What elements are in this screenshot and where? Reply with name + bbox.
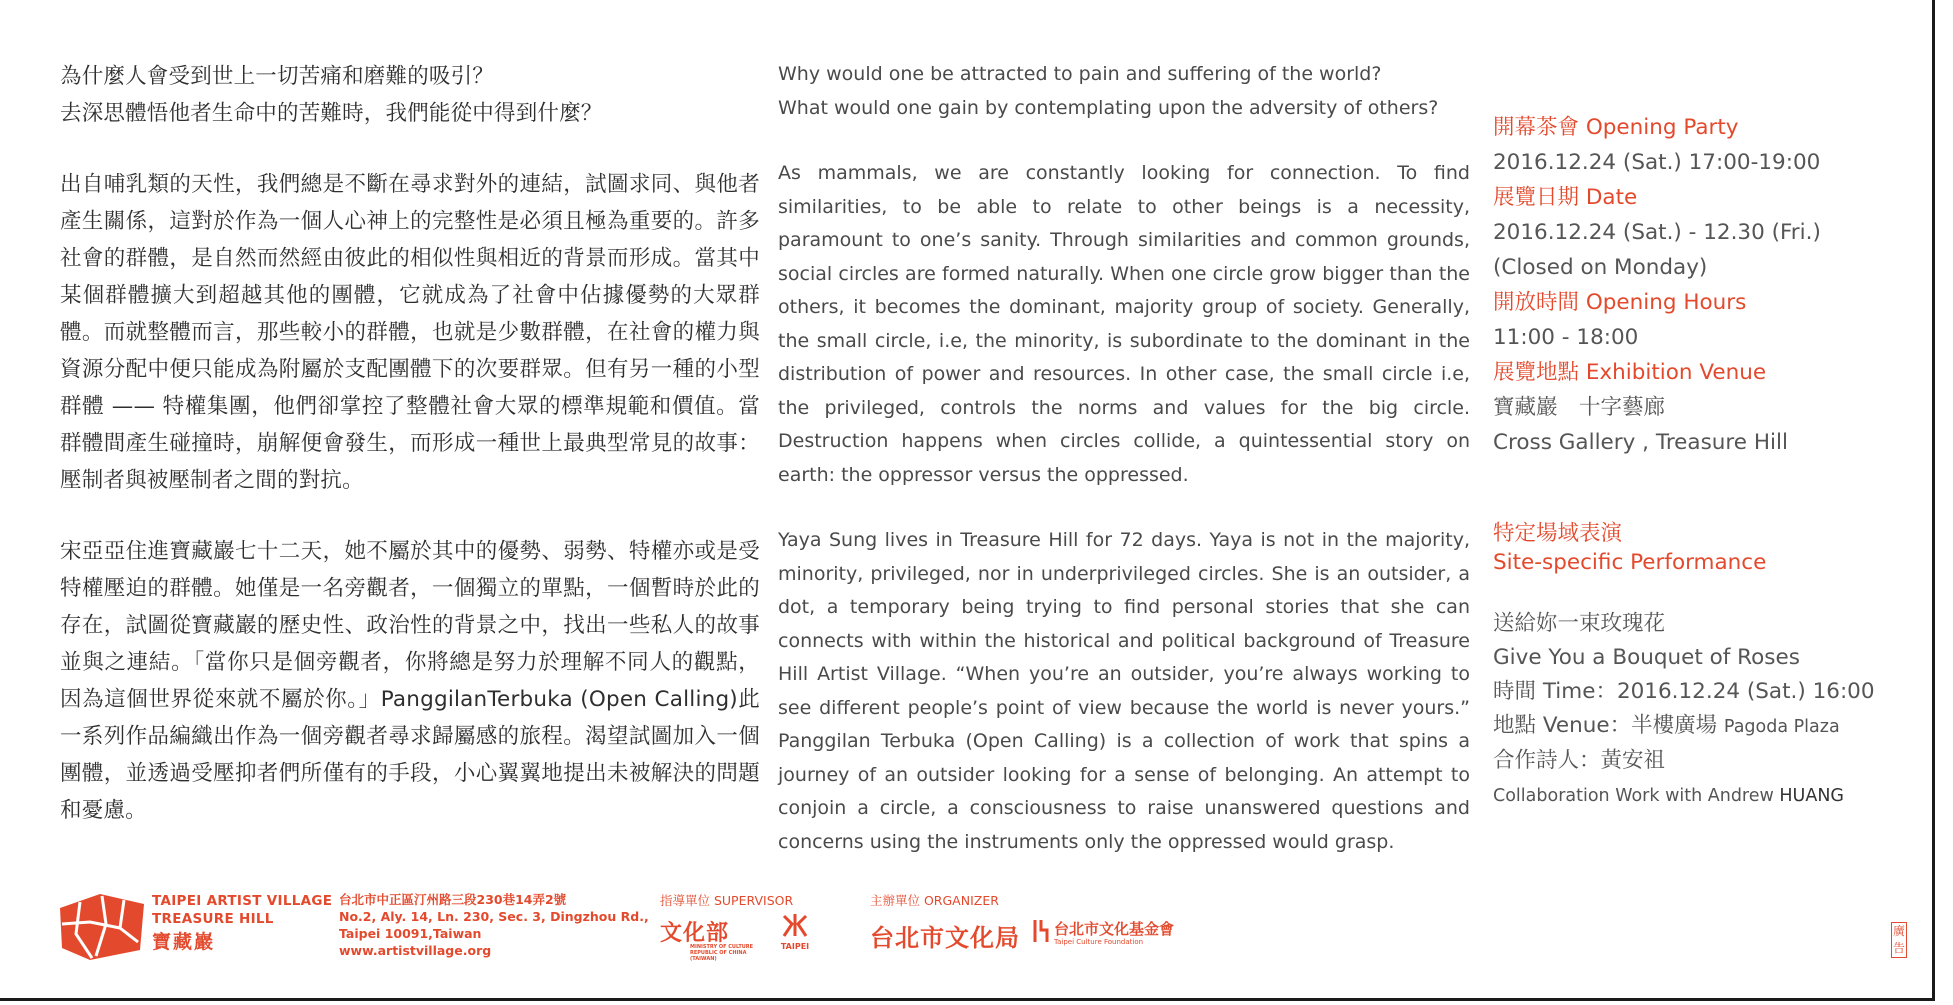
performance-name-zh: 送給妳一束玫瑰花 [1493, 611, 1666, 636]
poet-credit: 合作詩人：黃安祖 [1493, 748, 1666, 773]
chinese-text-column [60, 58, 760, 829]
performance-title-zh: 特定場域表演 [1493, 521, 1623, 546]
event-info-column [1493, 110, 1923, 813]
opening-party-label: 開幕茶會 Opening Party [1493, 115, 1739, 140]
collaboration-text: Collaboration Work with Andrew [1493, 786, 1780, 806]
performance-name-en: Give You a Bouquet of Roses [1493, 645, 1800, 670]
venue-label: 展覽地點 Exhibition Venue [1493, 360, 1767, 385]
en-question-2: What would one gain by contemplating upon the adversity of others? [778, 96, 1439, 119]
logo-line-1: TAIPEI ARTIST VILLAGE [152, 893, 333, 909]
performance-venue-main: 地點 Venue：半樓廣場 [1493, 713, 1724, 738]
date-note: (Closed on Monday) [1493, 255, 1708, 280]
logo-line-3: 寶藏巖 [152, 931, 216, 953]
date-value: 2016.12.24 (Sat.) - 12.30 (Fri.) [1493, 220, 1821, 245]
zh-paragraph-2: 宋亞亞住進寶藏巖七十二天，她不屬於其中的優勢、弱勢、特權亦或是受特權壓迫的群體。她僅是一名旁觀者，一個獨立的單點，一個暫時於此的存在，試圖從寶藏巖的歷史性、政治性的背景之中，找出一些私人的故事並與之連結。「當你只是個旁觀者，你將總是努力於理解不同人的觀點，因為這個世界從來就不屬於你。」PanggilanTerbuka (Open Calling)此一系列作品編織出作為一個旁觀者尋求歸屬感的旅程。渴望試圖加入一個團體，並透過受壓抑者們所僅有的手段，小心翼翼地提出未被解決的問題和憂慮。 [60, 539, 760, 823]
hours-value: 11:00 - 18:00 [1493, 325, 1639, 350]
artist-village-logo-text [152, 892, 332, 954]
taipei-symbol-icon [780, 912, 810, 938]
website-link[interactable]: www.artistvillage.org [339, 943, 492, 958]
ministry-logo-subtext: MINISTRY OF CULTURE REPUBLIC OF CHINA (TAIWAN) [690, 944, 754, 962]
address-line: Taipei 10091,Taiwan [339, 926, 482, 941]
advertisement-stamp: 廣告 [1891, 922, 1907, 958]
performance-time: 時間 Time：2016.12.24 (Sat.) 16:00 [1493, 679, 1875, 704]
taipei-culture-foundation-logo [1032, 918, 1175, 948]
venue-zh: 寶藏巖 十字藝廊 [1493, 395, 1666, 420]
en-paragraph-1: As mammals, we are constantly looking for connection. To find similarities, to be able to relate to other beings is a necessity, paramount to one’s sanity. Through similarities and common grounds, social circles are formed naturally. When one circle grow bigger than the others, it becomes the dominant, majority group of society. Generally, the small circle, i.e, the minority, is subordinate to the dominant in the distribution of power and resources. In other case, the small circle i.e, the privileged, controls the norms and values for the big circle. Destruction happens when circles collide, a quintessential story on earth: the oppressor versus the oppressed. [778, 162, 1470, 486]
zh-question-1: 為什麼人會受到世上一切苦痛和磨難的吸引？ [60, 64, 495, 89]
ministry-logo-text: 文化部 [660, 921, 730, 946]
venue-en: Cross Gallery , Treasure Hill [1493, 430, 1788, 455]
address-line: 台北市中正區汀州路三段230巷14弄2號 [339, 892, 567, 907]
cultural-affairs-logo: 台北市文化局 [870, 924, 1020, 952]
en-question-1: Why would one be attracted to pain and suffering of the world? [778, 63, 1382, 85]
address-line: No.2, Aly. 14, Ln. 230, Sec. 3, Dingzhou Rd., [339, 909, 649, 924]
collaboration-credit [1493, 778, 1923, 813]
date-label: 展覽日期 Date [1493, 185, 1638, 210]
english-text-column [778, 58, 1470, 859]
performance-venue [1493, 709, 1923, 744]
en-paragraph-2: Yaya Sung lives in Treasure Hill for 72 days. Yaya is not in the majority, minority, privileged, nor in underprivileged circles. She is an outsider, a dot, a temporary being trying to find personal stories that she can connects with within the historical and political background of Treasure Hill Artist Village. “When you’re an outsider, you’re always working to see different people’s point of view because the world is never yours.” Panggilan Terbuka (Open Calling) is a collection of work that spins a journey of an outsider looking for a sense of belonging. An attempt to conjoin a circle, a consciousness to raise unanswered questions and concerns using the instruments only the oppressed would grasp. [778, 529, 1470, 853]
address-block [339, 891, 649, 959]
collaboration-name: HUANG [1779, 786, 1844, 806]
foundation-name-en: Taipei Culture Foundation [1054, 938, 1144, 946]
performance-title-en: Site-specific Performance [1493, 550, 1767, 575]
zh-question-2: 去深思體悟他者生命中的苦難時，我們能從中得到什麼？ [60, 101, 603, 126]
footer [0, 884, 1935, 994]
logo-line-2: TREASURE HILL [152, 911, 274, 927]
performance-venue-en: Pagoda Plaza [1723, 717, 1840, 737]
foundation-symbol-icon [1032, 918, 1050, 944]
foundation-name-zh: 台北市文化基金會 [1054, 920, 1175, 938]
hours-label: 開放時間 Opening Hours [1493, 290, 1747, 315]
treasure-hill-logo-icon [60, 894, 144, 960]
ministry-of-culture-logo [660, 916, 754, 962]
taipei-logo-text: TAIPEI [780, 942, 810, 951]
opening-party-value: 2016.12.24 (Sat.) 17:00-19:00 [1493, 150, 1821, 175]
organizer-label: 主辦單位 ORGANIZER [870, 893, 999, 908]
taipei-city-logo [780, 912, 810, 951]
supervisor-label: 指導單位 SUPERVISOR [660, 893, 794, 908]
zh-paragraph-1: 出自哺乳類的天性，我們總是不斷在尋求對外的連結，試圖求同、與他者產生關係，這對於作為一個人心神上的完整性是必須且極為重要的。許多社會的群體，是自然而然經由彼此的相似性與相近的背景而形成。當其中某個群體擴大到超越其他的團體，它就成為了社會中佔據優勢的大眾群體。而就整體而言，那些較小的群體，也就是少數群體，在社會的權力與資源分配中便只能成為附屬於支配團體下的次要群眾。但有另一種的小型群體 —— 特權集團，他們卻掌控了整體社會大眾的標準規範和價值。當群體間產生碰撞時，崩解便會發生，而形成一種世上最典型常見的故事：壓制者與被壓制者之間的對抗。 [60, 172, 760, 493]
